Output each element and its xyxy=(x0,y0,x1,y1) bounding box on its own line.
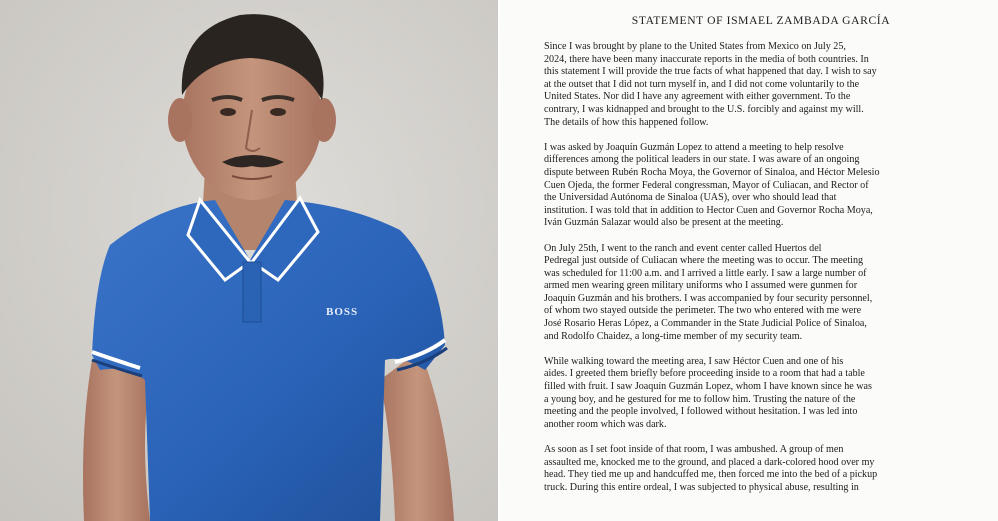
paragraph-line: of whom two stayed outside the perimeter. The two who entered with me were xyxy=(544,305,862,317)
paragraph-line: truck. During this entire ordeal, I was subjected to physical abuse, resulting in xyxy=(544,481,859,493)
paragraph-line: As soon as I set foot inside of that room, I was ambushed. A group of men xyxy=(544,444,844,455)
document-title: STATEMENT OF ISMAEL ZAMBADA GARCÍA xyxy=(631,14,891,27)
paragraph-line: head. They tied me up and handcuffed me, then forced me into the bed of a pickup xyxy=(544,469,878,481)
statement-paragraph xyxy=(544,356,972,432)
paragraph-line: this statement I will provide the true facts of what happened that day. I wish to say xyxy=(544,66,877,78)
man-in-blue-polo-image xyxy=(0,0,498,521)
paragraph-line: United States. Nor did I have any agreement with either government. To the xyxy=(544,91,851,103)
paragraph-line: Iván Guzmán Salazar would also be present at the meeting. xyxy=(544,217,784,229)
paragraph-line: was scheduled for 11:00 a.m. and I arrived a little early. I saw a large number of xyxy=(544,267,867,279)
statement-paragraph xyxy=(544,142,972,230)
paragraph-line: filled with fruit. I saw Joaquín Guzmán Lopez, whom I have known since he was xyxy=(544,381,872,393)
paragraph-line: José Rosario Heras López, a Commander in the State Judicial Police of Sinaloa, xyxy=(544,318,867,330)
paragraph-line: and Rodolfo Chaidez, a long-time member of my security team. xyxy=(544,330,803,342)
paragraph-line: On July 25th, I went to the ranch and event center called Huertos del xyxy=(544,242,822,254)
paragraph-line: assaulted me, knocked me to the ground, and placed a dark-colored hood over my xyxy=(544,456,875,468)
paragraph-line: at the outset that I did not turn myself in, and I did not come voluntarily to the xyxy=(544,78,860,90)
paragraph-line: Cuen Ojeda, the former Federal congressman, Mayor of Culiacan, and Rector of xyxy=(544,179,869,191)
paragraph-line: another room which was dark. xyxy=(544,418,667,430)
paragraph-line: differences among the political leaders in our state. I was aware of an ongoing xyxy=(544,154,860,166)
paragraph-line: dispute between Rubén Rocha Moya, the Governor of Sinaloa, and Héctor Melesio xyxy=(544,166,880,178)
statement-paragraph xyxy=(544,444,972,494)
mugshot-photo xyxy=(0,0,498,521)
shirt-logo: BOSS xyxy=(326,306,359,318)
paragraph-line: meeting and the people involved, I followed without hesitation. I was led into xyxy=(544,406,858,418)
paragraph-line: contrary, I was kidnapped and brought to the U.S. forcibly and against my will. xyxy=(544,103,864,115)
paragraph-line: The details of how this happened follow. xyxy=(544,116,709,128)
paragraph-line: 2024, there have been many inaccurate reports in the media of both countries. In xyxy=(544,53,869,65)
paragraph-line: armed men wearing green military uniforms who I assumed were gunmen for xyxy=(544,280,858,292)
paragraph-line: the Universidad Autónoma de Sinaloa (UAS), over who should lead that xyxy=(544,192,837,204)
document-body xyxy=(544,41,972,494)
paragraph-line: Pedregal just outside of Culiacan where the meeting was to occur. The meeting xyxy=(544,255,864,267)
paragraph-line: institution. I was told that in addition to Hector Cuen and Governor Rocha Moya, xyxy=(544,204,873,216)
paragraph-line: a young boy, and he gestured for me to follow him. Trusting the nature of the xyxy=(544,393,856,405)
paragraph-line: While walking toward the meeting area, I saw Héctor Cuen and one of his xyxy=(544,355,844,367)
paragraph-line: Since I was brought by plane to the United States from Mexico on July 25, xyxy=(544,41,846,52)
statement-document xyxy=(500,0,998,521)
paragraph-line: Joaquín Guzmán and his brothers. I was accompanied by four security personnel, xyxy=(544,292,873,304)
statement-paragraph xyxy=(544,41,972,129)
paragraph-line: I was asked by Joaquín Guzmán Lopez to attend a meeting to help resolve xyxy=(544,141,844,153)
statement-paragraph xyxy=(544,243,972,344)
paragraph-line: aides. I greeted them briefly before proceeding inside to a room that had a table xyxy=(544,368,865,380)
